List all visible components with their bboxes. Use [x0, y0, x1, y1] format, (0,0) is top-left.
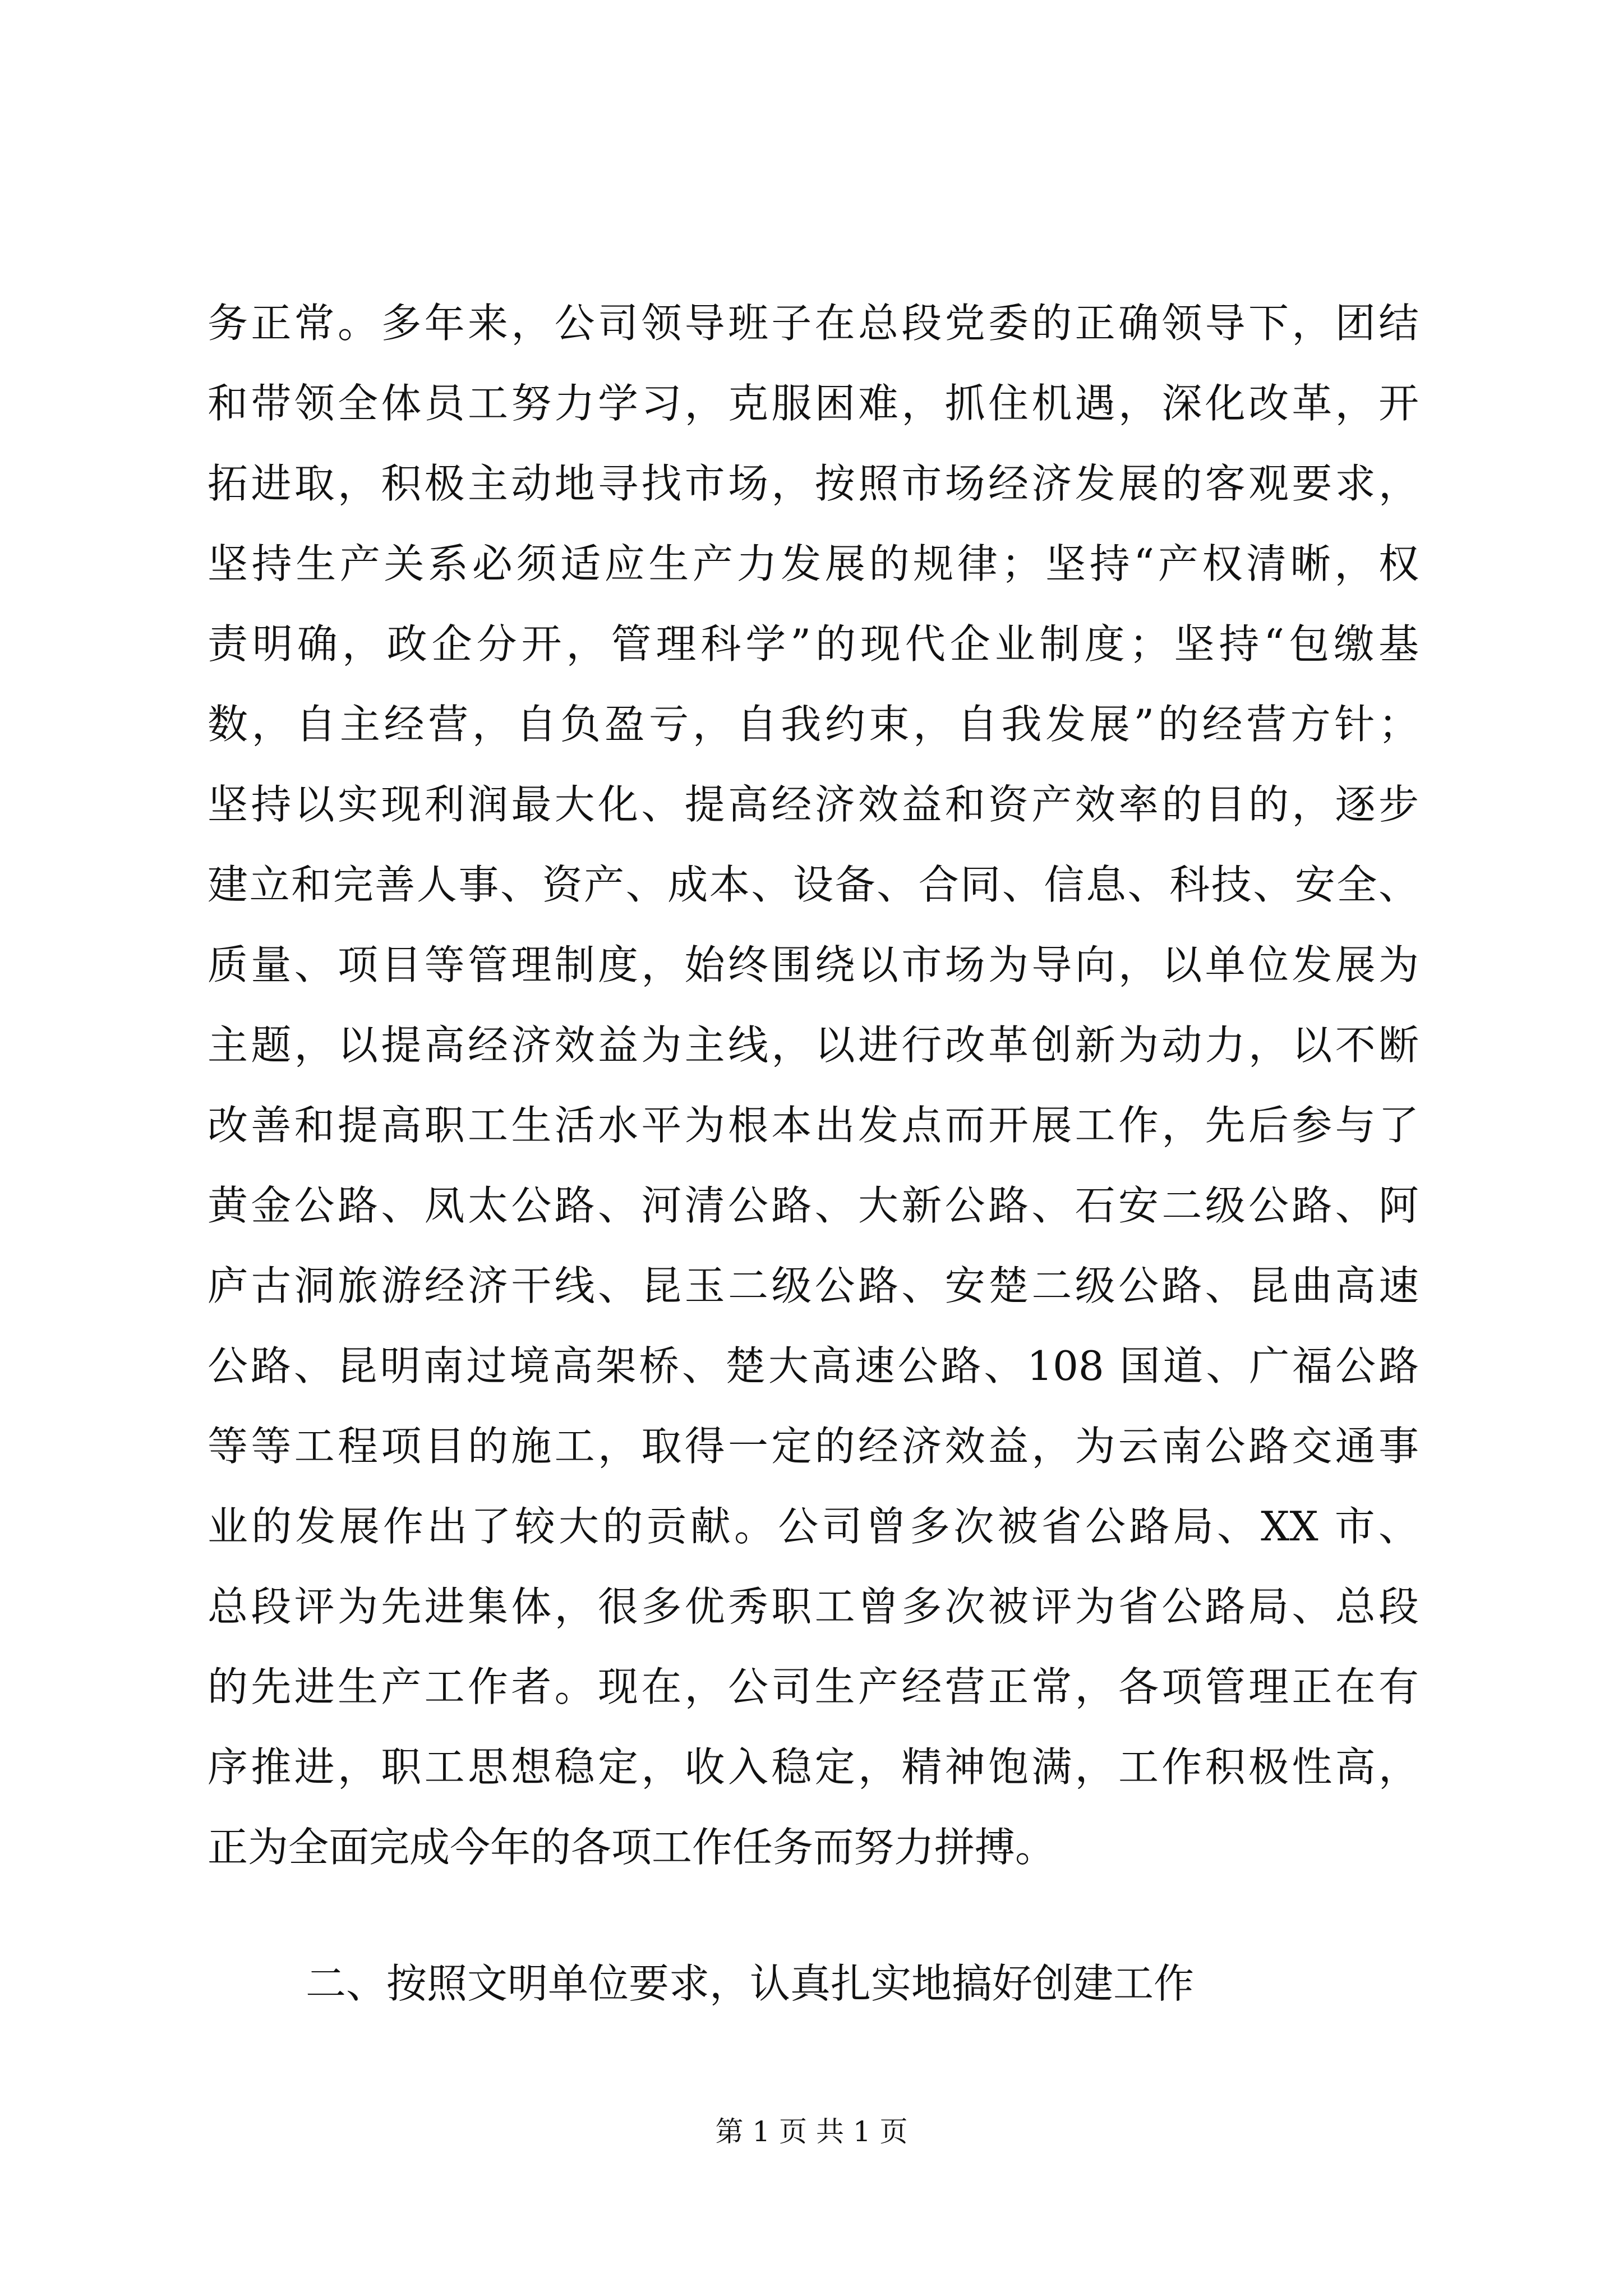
paragraph-line: 建立和完善人事、资产、成本、设备、合同、信息、科技、安全、 — [208, 861, 1419, 908]
paragraph-line: 的先进生产工作者。现在，公司生产经营正常，各项管理正在有 — [208, 1663, 1419, 1710]
section-heading: 二、按照文明单位要求，认真扎实地搞好创建工作 — [306, 1960, 1195, 2007]
paragraph-line: 正为全面完成今年的各项工作任务而努力拼搏。 — [208, 1824, 1056, 1871]
paragraph-line: 数，自主经营，自负盈亏，自我约束，自我发展”的经营方针； — [208, 701, 1419, 748]
page-number-footer: 第 1 页 共 1 页 — [715, 2115, 908, 2148]
paragraph-line: 责明确，政企分开，管理科学”的现代企业制度；坚持“包缴基 — [208, 620, 1419, 668]
paragraph-line: 主题，以提高经济效益为主线，以进行改革创新为动力，以不断 — [208, 1022, 1419, 1069]
paragraph-line: 总段评为先进集体，很多优秀职工曾多次被评为省公路局、总段 — [208, 1583, 1419, 1630]
paragraph-line: 坚持生产关系必须适应生产力发展的规律；坚持“产权清晰，权 — [208, 540, 1419, 587]
paragraph-line: 和带领全体员工努力学习，克服困难，抓住机遇，深化改革，开 — [208, 380, 1419, 427]
paragraph-line: 坚持以实现利润最大化、提高经济效益和资产效率的目的，逐步 — [208, 781, 1419, 828]
paragraph-line: 黄金公路、凤太公路、河清公路、大新公路、石安二级公路、阿 — [208, 1182, 1419, 1229]
paragraph-line: 改善和提高职工生活水平为根本出发点而开展工作，先后参与了 — [208, 1102, 1419, 1149]
paragraph-line: 公路、昆明南过境高架桥、楚大高速公路、108 国道、广福公路 — [208, 1342, 1419, 1389]
paragraph-line: 庐古洞旅游经济干线、昆玉二级公路、安楚二级公路、昆曲高速 — [208, 1262, 1419, 1309]
paragraph-line: 业的发展作出了较大的贡献。公司曾多次被省公路局、XX 市、 — [208, 1503, 1419, 1550]
body-paragraph — [208, 283, 1419, 1888]
paragraph-line: 质量、项目等管理制度，始终围绕以市场为导向，以单位发展为 — [208, 941, 1419, 988]
paragraph-line: 务正常。多年来，公司领导班子在总段党委的正确领导下，团结 — [208, 300, 1419, 347]
paragraph-line: 拓进取，积极主动地寻找市场，按照市场经济发展的客观要求， — [208, 460, 1419, 507]
paragraph-line: 序推进，职工思想稳定，收入稳定，精神饱满，工作积极性高， — [208, 1743, 1419, 1791]
paragraph-line: 等等工程项目的施工，取得一定的经济效益，为云南公路交通事 — [208, 1423, 1419, 1470]
